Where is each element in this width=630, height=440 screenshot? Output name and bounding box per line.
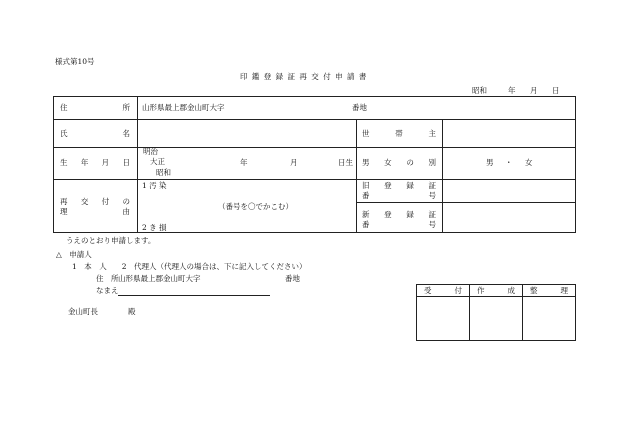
reason-option-damage[interactable]: 2 き 損: [142, 223, 167, 232]
applicant-choice[interactable]: 1 本 人 2 代理人（代理人の場合は、下に記入してください）: [72, 262, 307, 271]
head-of-household-field[interactable]: [443, 120, 575, 147]
name-label: 氏 名: [60, 129, 130, 138]
address-prefix: 山形県最上郡金山町大字: [142, 103, 225, 112]
recipient: 金山町長 殿: [68, 307, 136, 316]
birth-date-field[interactable]: [180, 148, 356, 179]
birth-day: 日生: [338, 158, 353, 167]
date-year: 年: [508, 86, 516, 95]
birth-era-showa: 昭和: [156, 168, 171, 177]
gender-dot: ・: [505, 158, 513, 167]
old-number-label-line1: 旧 登 録 証: [362, 181, 436, 190]
address-banchi[interactable]: 番地: [352, 103, 367, 112]
form-number: 様式第10号: [55, 57, 95, 66]
address-field[interactable]: [138, 97, 575, 119]
old-number-label-line2: 番 号: [362, 191, 436, 200]
applicant-name-underline[interactable]: [118, 295, 270, 296]
old-number-field[interactable]: [443, 180, 575, 202]
office-stamp-receipt[interactable]: [417, 297, 469, 340]
birth-era-taisho: 大正: [150, 157, 165, 166]
office-stamp-arranged[interactable]: [523, 297, 575, 340]
birth-era-meiji: 明治: [143, 147, 158, 156]
office-stamp-created[interactable]: [470, 297, 522, 340]
office-header-receipt: 受 付: [424, 286, 462, 295]
applicant-heading: △ 申請人: [56, 250, 92, 259]
applicant-address-prefix: 山形県最上郡金山町大字: [118, 274, 201, 283]
birth-label: 生 年 月 日: [60, 158, 130, 167]
reason-option-stain[interactable]: 1 汚 染: [142, 181, 167, 190]
reason-label-line2: 理 由: [60, 207, 130, 216]
applicant-address-label: 住 所: [96, 274, 119, 283]
applicant-name-label: なまえ: [96, 286, 119, 295]
address-label: 住 所: [60, 103, 130, 112]
form-title: 印 鑑 登 録 証 再 交 付 申 請 書: [240, 72, 368, 81]
date-day: 日: [552, 86, 560, 95]
applicant-address-banchi[interactable]: 番地: [285, 274, 300, 283]
gender-male[interactable]: 男: [486, 158, 494, 167]
birth-month: 月: [290, 158, 298, 167]
reason-label-line1: 再 交 付 の: [60, 197, 130, 206]
new-number-field[interactable]: [443, 203, 575, 232]
new-number-label-line2: 番 号: [362, 220, 436, 229]
gender-label: 男 女 の 別: [362, 158, 436, 167]
head-of-household-label: 世 帯 主: [362, 129, 436, 138]
office-header-created: 作 成: [477, 286, 515, 295]
new-number-label-line1: 新 登 録 証: [362, 210, 436, 219]
date-month: 月: [530, 86, 538, 95]
gender-female[interactable]: 女: [525, 158, 533, 167]
reason-note: （番号を〇でかこむ）: [218, 202, 293, 211]
name-field[interactable]: [138, 120, 356, 147]
birth-year: 年: [240, 158, 248, 167]
closing-text: うえのとおり申請します。: [66, 236, 156, 245]
office-header-arranged: 整 理: [530, 286, 568, 295]
date-era: 昭和: [472, 86, 487, 95]
